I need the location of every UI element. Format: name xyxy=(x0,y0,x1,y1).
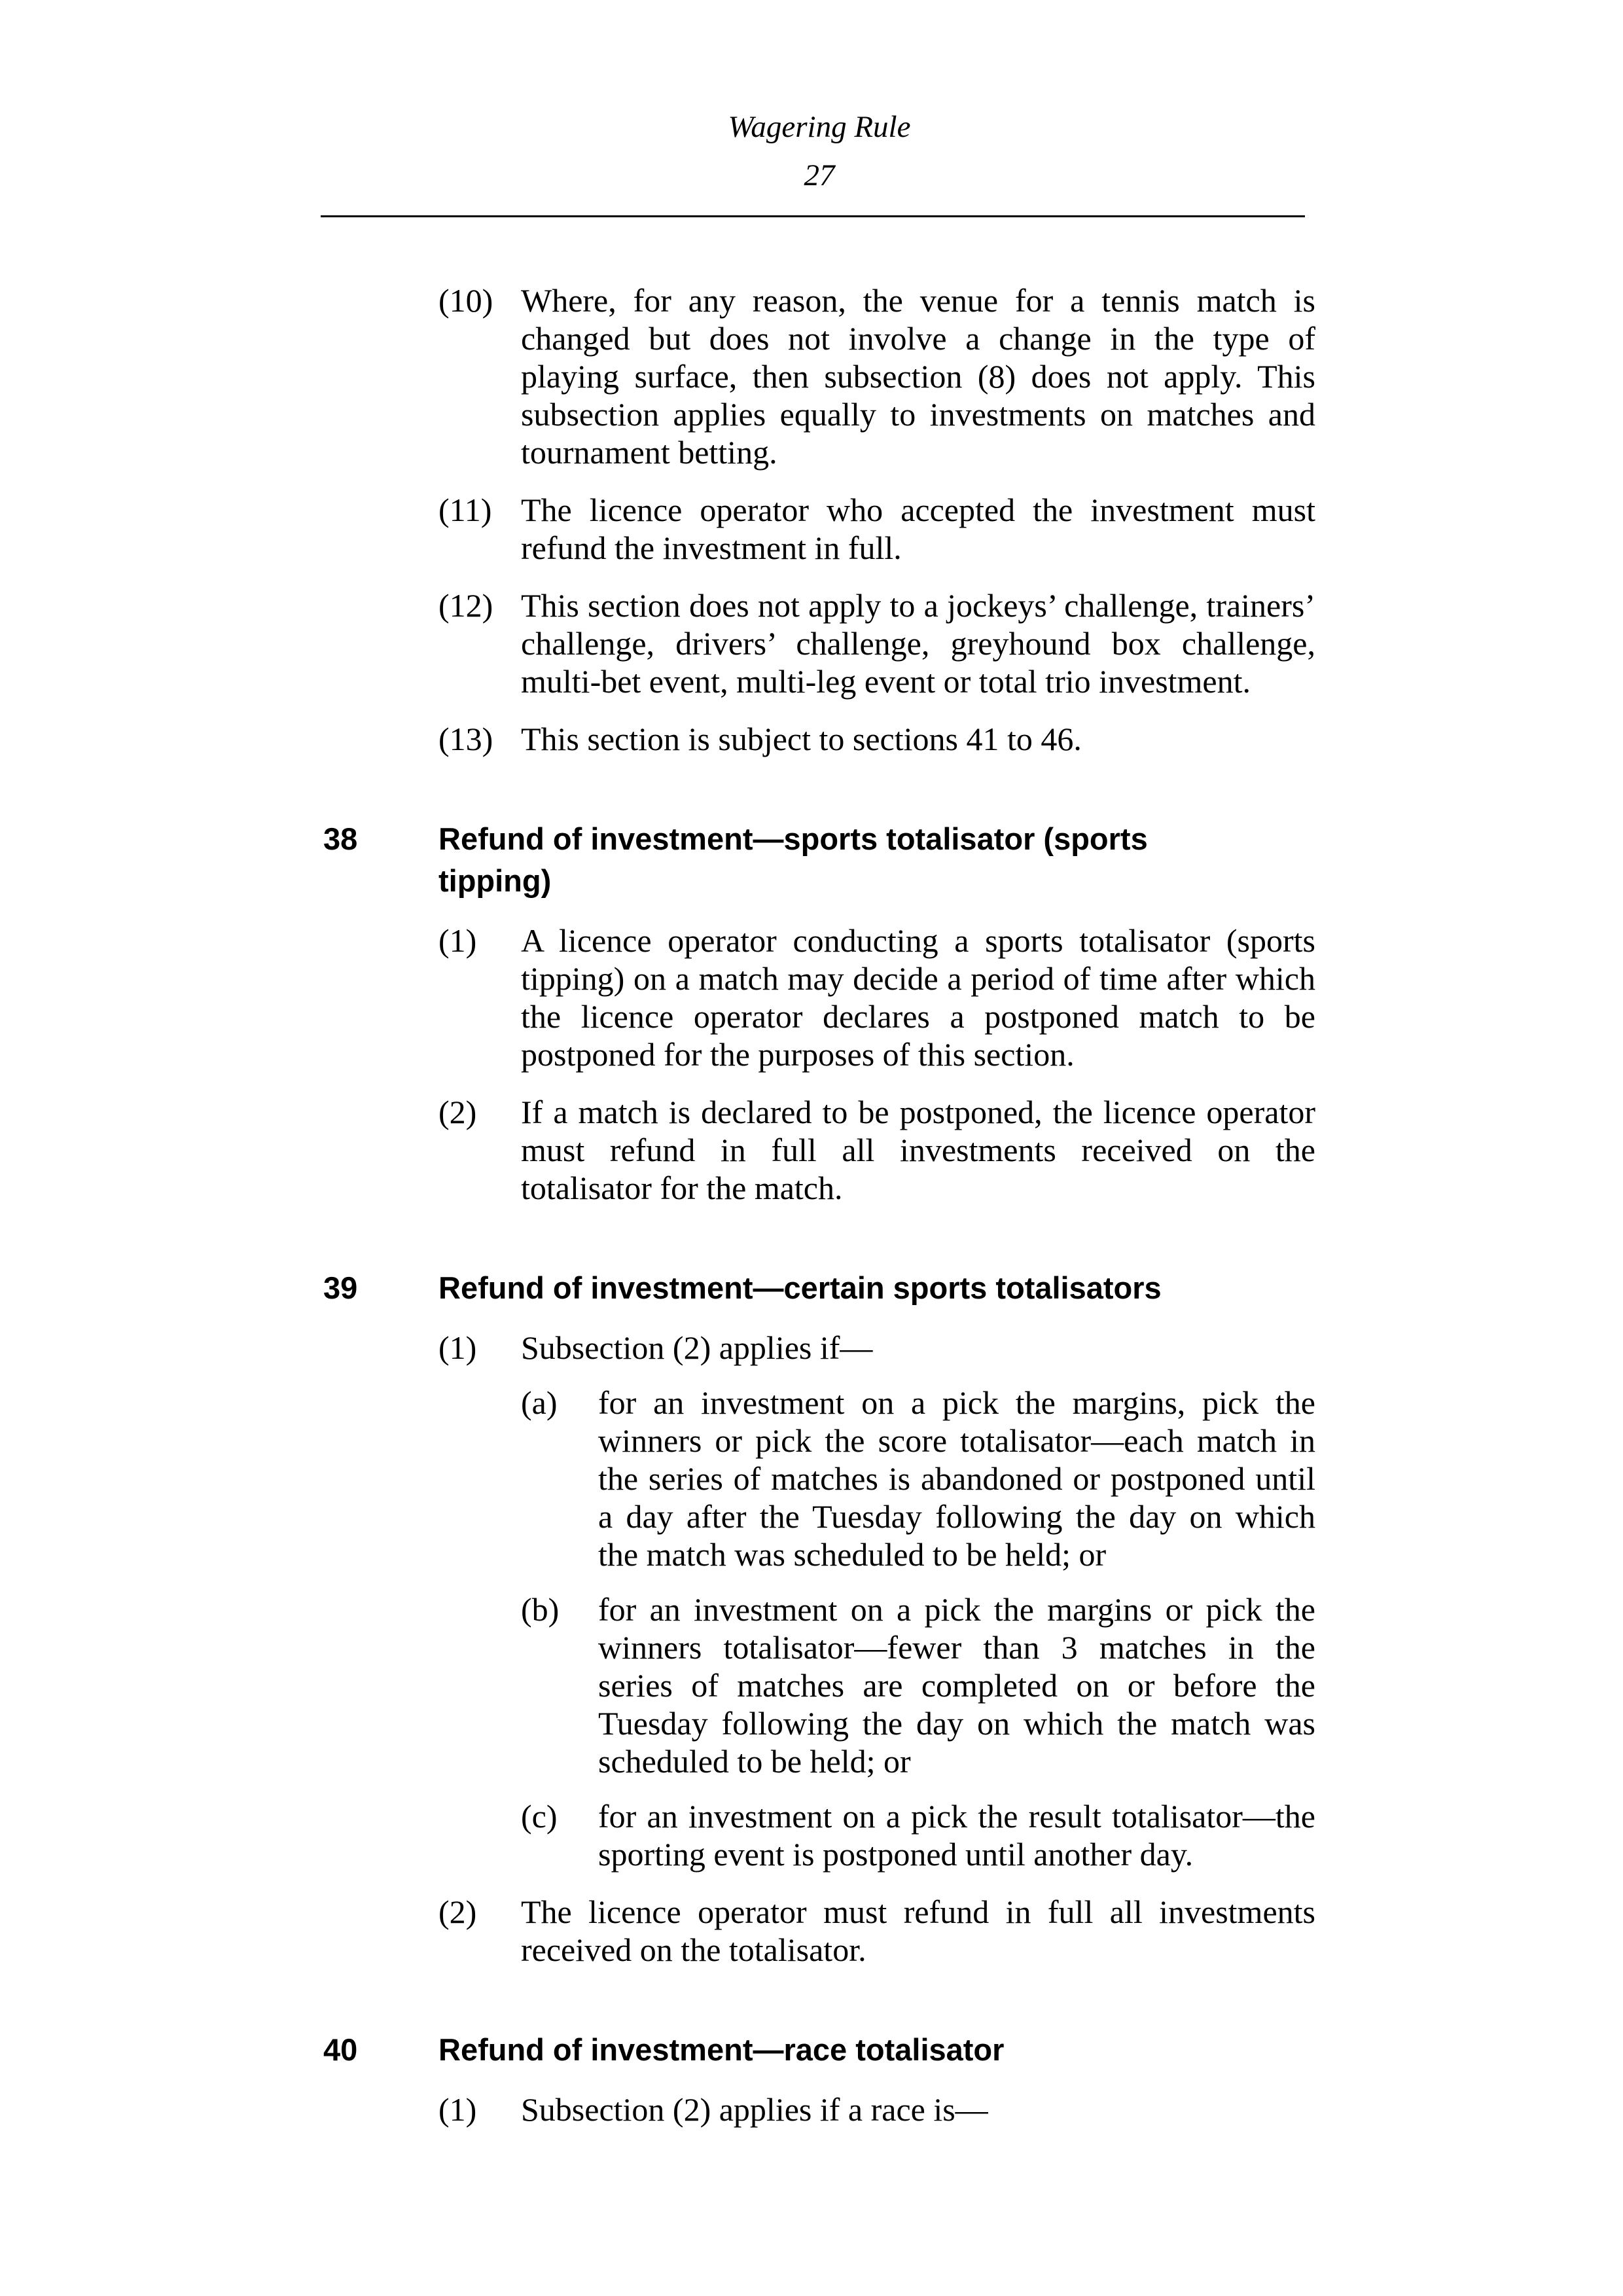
page-number: 27 xyxy=(804,158,835,192)
list-label: (1) xyxy=(438,1329,477,1366)
paragraph-text: The licence operator must refund in full all investments received on the totalisator. xyxy=(521,1893,1315,1968)
subsection xyxy=(438,1329,1315,1367)
paragraph-text: for an investment on a pick the margins or pick the winners totalisator—fewer than 3 matches in the series of matches are completed on or before the Tuesday following the day on which the match was scheduled to be held; or xyxy=(598,1591,1315,1780)
header-divider xyxy=(321,215,1305,217)
list-label: (2) xyxy=(438,1893,477,1930)
section-number: 38 xyxy=(323,821,358,856)
subsection xyxy=(438,281,1315,471)
subsection xyxy=(438,586,1315,700)
paragraph-item xyxy=(521,1384,1315,1573)
paragraph-text: for an investment on a pick the margins, pick the winners or pick the score totalisator—each match in the series of matches is abandoned or postponed until a day after the Tuesday following the day on which the match was scheduled to be held; or xyxy=(598,1384,1315,1573)
section-number: 39 xyxy=(323,1270,358,1305)
subsection xyxy=(438,922,1315,1073)
subsection xyxy=(438,720,1315,758)
section-heading xyxy=(323,818,1315,902)
list-label: (b) xyxy=(521,1591,560,1628)
section-title: Refund of investment—sports totalisator (sports tipping) xyxy=(438,821,1148,898)
paragraph-text: The licence operator who accepted the investment must refund the investment in full. xyxy=(521,492,1315,566)
list-label: (13) xyxy=(438,721,493,757)
paragraph-text: Subsection (2) applies if— xyxy=(521,1329,873,1366)
content-area xyxy=(323,281,1315,2128)
list-label: (11) xyxy=(438,492,492,528)
list-label: (1) xyxy=(438,922,477,959)
paragraph-text: Where, for any reason, the venue for a tennis match is changed but does not involve a change in the type of playing surface, then subsection (8) does not apply. This subsection applies equally to investments on matches and tournament betting. xyxy=(521,282,1315,471)
page-header xyxy=(323,110,1315,192)
section-title: Refund of investment—certain sports totalisators xyxy=(438,1270,1162,1305)
list-label: (10) xyxy=(438,282,493,319)
paragraph-text: A licence operator conducting a sports totalisator (sports tipping) on a match may decide a period of time after which the licence operator declares a postponed match to be postponed for the purposes of this section. xyxy=(521,922,1315,1073)
paragraph-text: If a match is declared to be postponed, the licence operator must refund in full all investments received on the totalisator for the match. xyxy=(521,1094,1315,1206)
doc-title: Wagering Rule xyxy=(728,110,911,144)
list-label: (2) xyxy=(438,1094,477,1130)
section-heading xyxy=(323,1267,1315,1309)
paragraph-text: for an investment on a pick the result totalisator—the sporting event is postponed until another day. xyxy=(598,1798,1315,1873)
subsection xyxy=(438,2090,1315,2128)
section-number: 40 xyxy=(323,2032,358,2067)
subsection xyxy=(438,491,1315,567)
paragraph-item xyxy=(521,1797,1315,1873)
list-label: (12) xyxy=(438,587,493,624)
section-title: Refund of investment—race totalisator xyxy=(438,2032,1005,2067)
paragraph-text: This section is subject to sections 41 to 46. xyxy=(521,721,1082,757)
paragraph-text: This section does not apply to a jockeys’ challenge, trainers’ challenge, drivers’ challenge, greyhound box challenge, multi-bet event, multi-leg event or total trio investment. xyxy=(521,587,1315,700)
section-heading xyxy=(323,2029,1315,2071)
paragraph-text: Subsection (2) applies if a race is— xyxy=(521,2091,988,2128)
subsection xyxy=(438,1893,1315,1969)
list-label: (c) xyxy=(521,1798,558,1835)
list-label: (a) xyxy=(521,1384,558,1421)
paragraph-item xyxy=(521,1590,1315,1780)
list-label: (1) xyxy=(438,2091,477,2128)
subsection xyxy=(438,1093,1315,1207)
